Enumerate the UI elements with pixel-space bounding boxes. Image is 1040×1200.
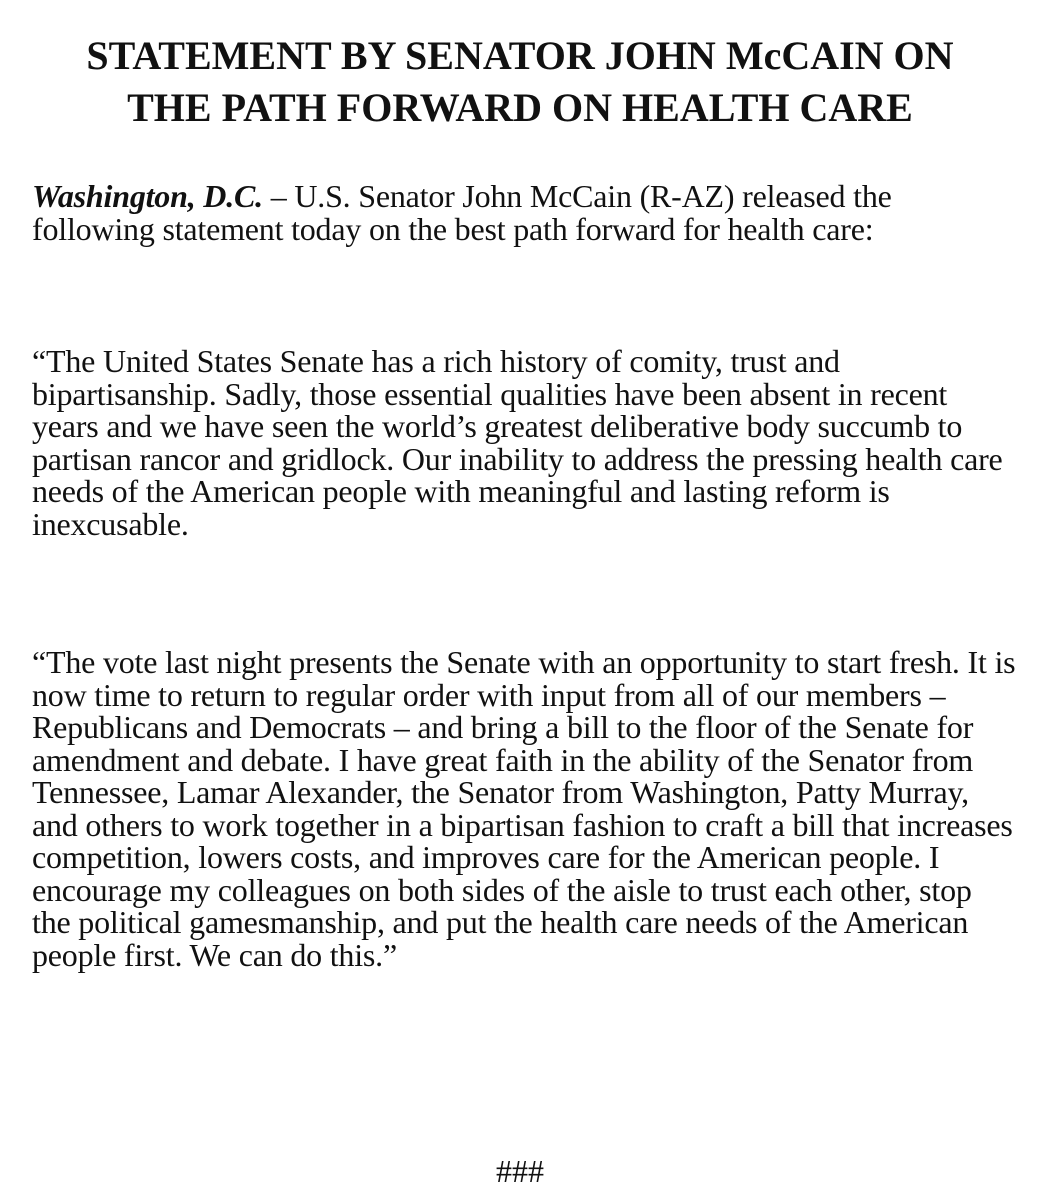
statement-paragraph-1: “The United States Senate has a rich history of comity, trust and bipartisanship. Sadly, those essential qualities have been absent in recent years and we have seen the world’s greatest deliberative body succumb to partisan rancor and gridlock. Our inability to address the pressing health care needs of the American people with meaningful and lasting reform is inexcusable. xyxy=(32,343,1003,542)
intro-text: – U.S. Senator John McCain (R-AZ) released the following statement today on the best path forward for health care: xyxy=(32,178,892,247)
intro-paragraph xyxy=(32,180,1017,245)
statement-title xyxy=(0,30,1040,134)
title-line-1: STATEMENT BY SENATOR JOHN McCAIN ON xyxy=(86,33,954,78)
title-line-2: THE PATH FORWARD ON HEALTH CARE xyxy=(127,85,913,130)
end-of-release-mark: ### xyxy=(496,1153,544,1189)
dateline: Washington, D.C. xyxy=(32,178,263,214)
statement-paragraph-2: “The vote last night presents the Senate with an opportunity to start fresh. It is now time to return to regular order with input from all of our members – Republicans and Democrats – and bring a bill to the floor of the Senate for amendment and debate. I have great faith in the ability of the Senator from Tennessee, Lamar Alexander, the Senator from Washington, Patty Murray, and others to work together in a bipartisan fashion to craft a bill that increases competition, lowers costs, and improves care for the American people. I encourage my colleagues on both sides of the aisle to trust each other, stop the political gamesmanship, and put the health care needs of the American people first. We can do this.” xyxy=(32,644,1016,973)
